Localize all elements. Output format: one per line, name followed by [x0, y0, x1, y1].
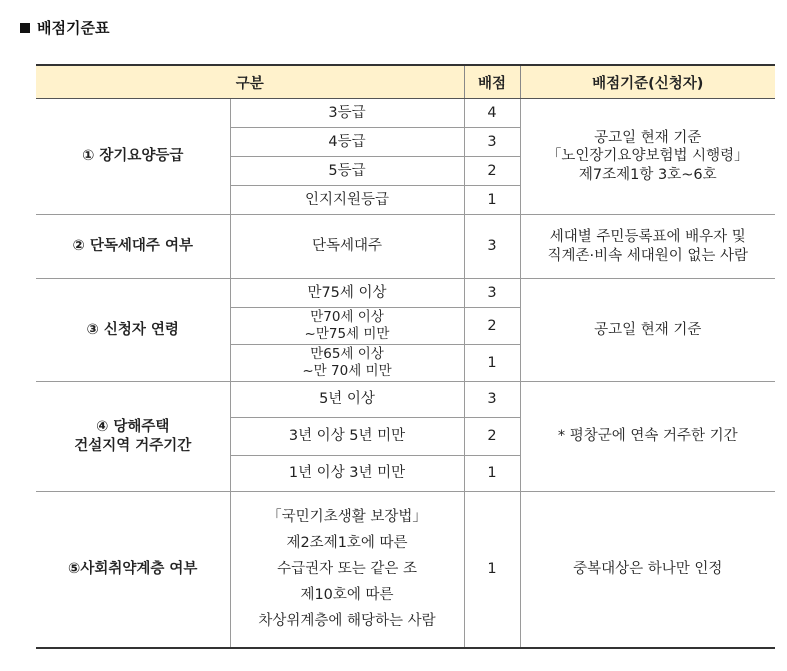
criteria-line: 직계존·비속 세대원이 없는 사람	[547, 247, 749, 264]
category-cell: ③ 신청자 연령	[36, 279, 230, 382]
item-cell: 3등급	[230, 99, 464, 128]
header-score: 배점	[464, 65, 520, 99]
header-category: 구분	[36, 65, 464, 99]
score-cell: 3	[464, 279, 520, 308]
item-cell: 만75세 이상	[230, 279, 464, 308]
category-line: 건설지역 거주기간	[74, 437, 192, 454]
item-cell	[230, 492, 464, 648]
criteria-cell	[520, 99, 775, 215]
item-line: 제2조제1호에 따른	[286, 535, 408, 552]
score-cell: 1	[464, 456, 520, 492]
header-criteria: 배점기준(신청자)	[520, 65, 775, 99]
item-cell: 5년 이상	[230, 382, 464, 418]
table-row	[36, 279, 775, 308]
item-line: 「국민기초생활 보장법」	[267, 509, 427, 526]
category-cell: ⑤사회취약계층 여부	[36, 492, 230, 648]
score-cell: 2	[464, 157, 520, 186]
category-cell: ① 장기요양등급	[36, 99, 230, 215]
table-row	[36, 215, 775, 279]
item-cell: 단독세대주	[230, 215, 464, 279]
category-cell	[36, 382, 230, 492]
item-line: 만70세 이상	[310, 309, 384, 326]
score-cell: 4	[464, 99, 520, 128]
score-cell: 3	[464, 128, 520, 157]
criteria-cell: 공고일 현재 기준	[520, 279, 775, 382]
item-line: ~만75세 미만	[304, 326, 390, 342]
item-cell	[230, 345, 464, 382]
item-line: 제10호에 따른	[300, 587, 394, 604]
item-cell	[230, 308, 464, 345]
item-line: 차상위계층에 해당하는 사람	[258, 613, 436, 630]
criteria-cell	[520, 215, 775, 279]
item-line: 만65세 이상	[310, 346, 384, 363]
score-cell: 1	[464, 186, 520, 215]
scoring-table	[36, 64, 775, 649]
criteria-line: 「노인장기요양보험법 시행령」	[546, 148, 749, 165]
score-cell: 2	[464, 308, 520, 345]
table-row	[36, 492, 775, 648]
score-cell: 3	[464, 215, 520, 279]
criteria-line: 제7조제1항 3호~6호	[578, 166, 717, 183]
item-cell: 5등급	[230, 157, 464, 186]
square-bullet-icon	[20, 23, 30, 33]
score-cell: 3	[464, 382, 520, 418]
criteria-cell: 중복대상은 하나만 인정	[520, 492, 775, 648]
table-row	[36, 382, 775, 418]
score-cell: 1	[464, 492, 520, 648]
section-title: 배점기준표	[37, 19, 110, 37]
section-heading	[20, 17, 109, 38]
item-line: 수급권자 또는 같은 조	[277, 561, 417, 578]
criteria-line: 세대별 주민등록표에 배우자 및	[549, 229, 746, 246]
item-cell: 1년 이상 3년 미만	[230, 456, 464, 492]
criteria-cell: * 평창군에 연속 거주한 기간	[520, 382, 775, 492]
header-row	[36, 65, 775, 99]
table-row	[36, 99, 775, 128]
item-cell: 3년 이상 5년 미만	[230, 418, 464, 456]
item-cell: 4등급	[230, 128, 464, 157]
category-cell: ② 단독세대주 여부	[36, 215, 230, 279]
item-cell: 인지지원등급	[230, 186, 464, 215]
category-line: ④ 당해주택	[96, 419, 170, 436]
item-line: ~만 70세 미만	[302, 363, 392, 379]
criteria-line: 공고일 현재 기준	[594, 130, 702, 147]
score-cell: 1	[464, 345, 520, 382]
score-cell: 2	[464, 418, 520, 456]
